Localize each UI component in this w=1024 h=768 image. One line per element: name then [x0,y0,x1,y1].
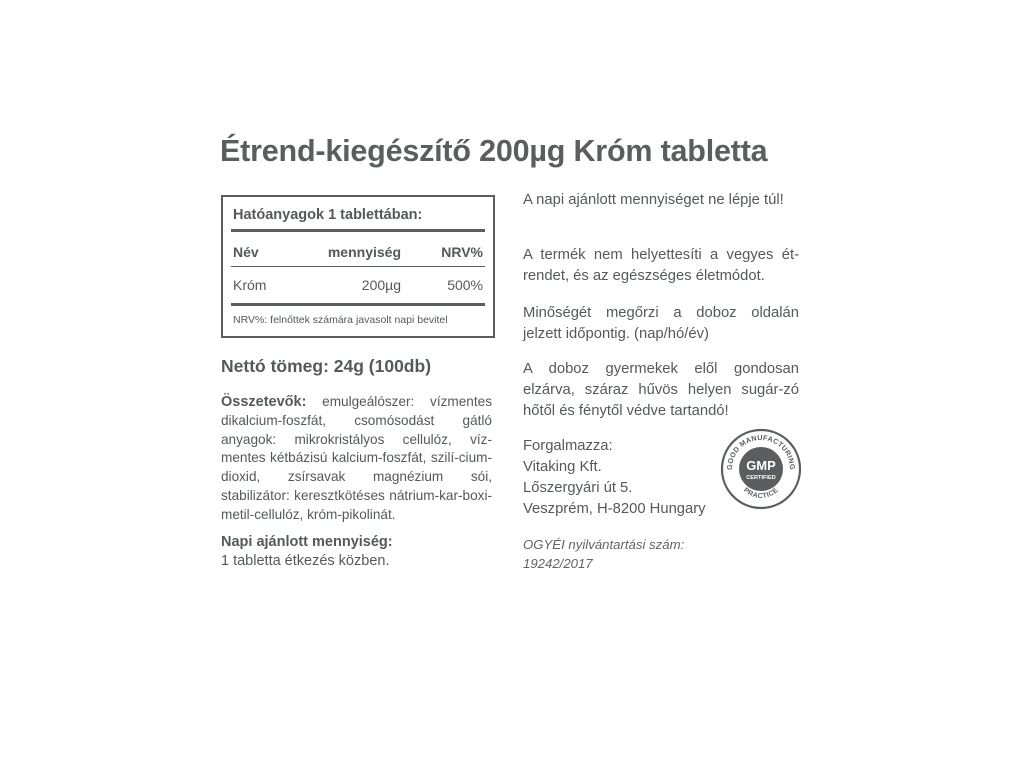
best-before-note: Minőségét megőrzi a doboz oldalán jelzett időpontig. (nap/hó/év) [523,305,799,342]
nrv-footnote: NRV%: felnőttek számára javasolt napi bevitel [233,314,448,326]
row-name: Króm [233,277,267,293]
row-amount: 200µg [361,277,401,293]
registration-block [523,536,684,573]
nutrition-table [221,195,495,338]
registration-number: 19242/2017 [523,555,593,571]
divider [231,266,485,267]
gmp-certified-icon [720,428,802,510]
warning-diet: A termék nem helyettesíti a vegyes ét-rendet, és az egészséges életmódot. [523,247,799,284]
daily-dose-heading: Napi ajánlott mennyiség: [221,534,393,550]
divider [231,303,485,306]
page-title: Étrend-kiegészítő 200µg Króm tabletta [220,134,768,168]
storage-note: A doboz gyermekek elől gondosan elzárva, száraz hűvös helyen sugár-zó hőtől és fénytől védve tartandó! [523,361,799,419]
column-header-nrv: NRV% [441,244,483,260]
distributor-street: Lőszergyári út 5. [523,480,633,496]
distributor-city: Veszprém, H-8200 Hungary [523,501,706,517]
row-nrv: 500% [447,277,483,293]
distributor-name: Vitaking Kft. [523,459,602,475]
daily-dose-value: 1 tabletta étkezés közben. [221,553,390,569]
gmp-arc-top: GOOD MANUFACTURING [724,432,798,471]
column-header-amount: mennyiség [327,244,401,260]
nutrition-heading: Hatóanyagok 1 tablettában: [233,207,423,223]
distributor-block [523,436,706,520]
gmp-arc-bottom: PRACTICE [742,486,780,501]
column-header-name: Név [233,244,259,260]
divider [231,229,485,232]
net-weight: Nettó tömeg: 24g (100db) [221,356,432,376]
gmp-certified-text: CERTIFIED [746,475,776,481]
registration-label: OGYÉI nyilvántartási szám: [523,537,685,552]
ingredients-text [221,393,492,525]
warning-dose: A napi ajánlott mennyiséget ne lépje túl! [523,192,784,208]
ingredients-list: emulgeálószer: vízmentes dikalcium-foszfát, csomósodást gátló anyagok: mikrokristályos cellulóz, víz-mentes kétbázisú kalcium-foszfát, szilí-cium-dioxid, zsírsavak magnézium sói, stabilizátor: keresztkötéses nátrium-kar-boxi-metil-cellulóz, króm-pikolinát. [221,394,492,522]
ingredients-label: Összetevők: [221,394,307,410]
distributor-label: Forgalmazza: [523,438,613,454]
gmp-center-text: GMP [746,458,776,473]
